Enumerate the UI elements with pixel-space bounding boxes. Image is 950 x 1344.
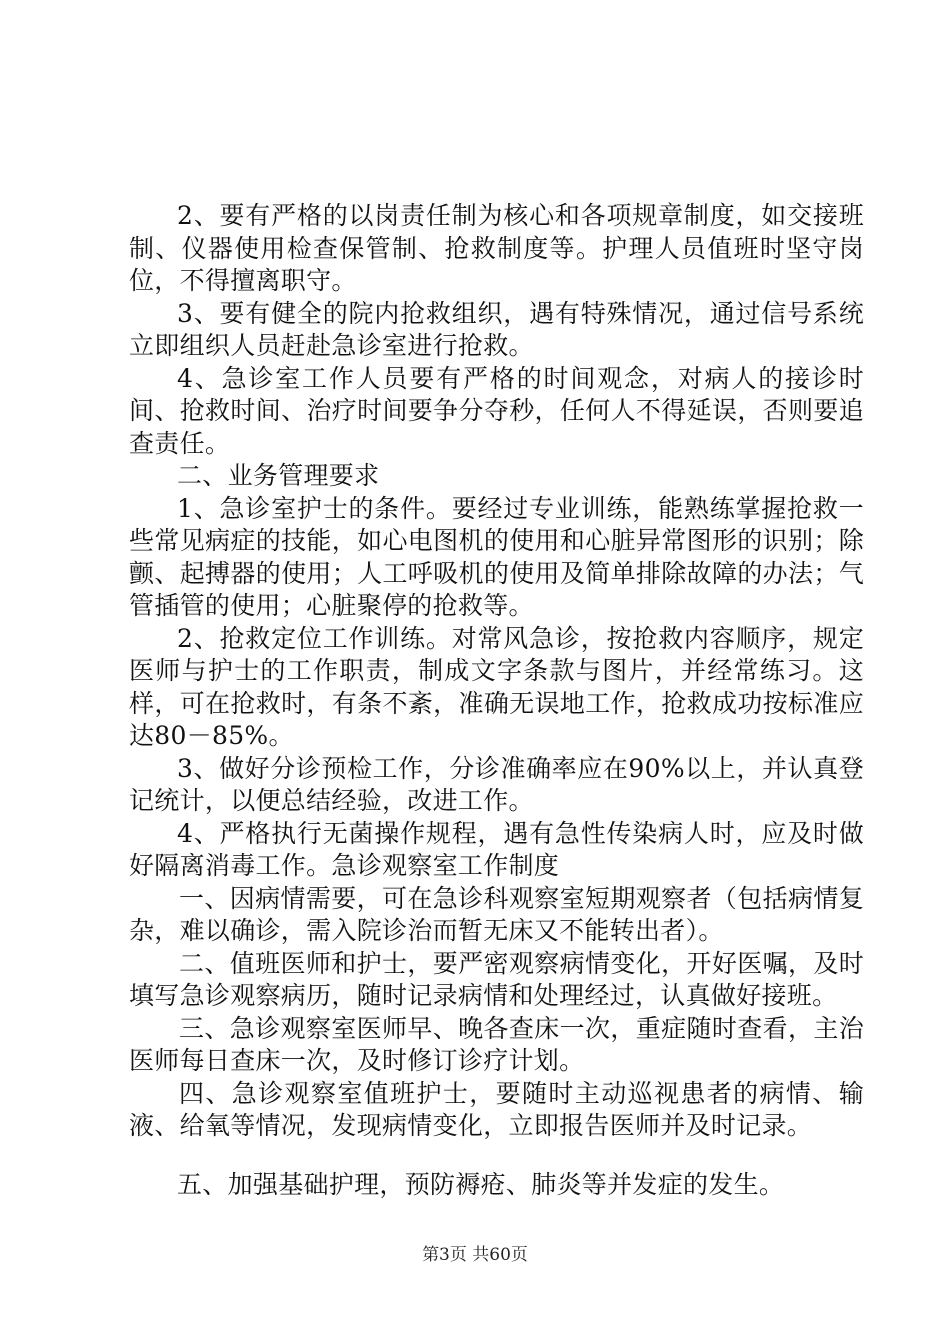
paragraph-11: 四、急诊观察室值班护士，要随时主动巡视患者的病情、输液、给氧等情况，发现病情变化，立即报告医师并及时记录。	[129, 1078, 864, 1140]
paragraph-10: 三、急诊观察室医师早、晚各查床一次，重症随时查看，主治医师每日查床一次，及时修订诊疗计划。	[129, 1013, 864, 1075]
paragraph-3: 4、急诊室工作人员要有严格的时间观念，对病人的接诊时间、抢救时间、治疗时间要争分夺秒，任何人不得延误，否则要追查责任。	[129, 363, 864, 458]
paragraph-5: 2、抢救定位工作训练。对常风急诊，按抢救内容顺序，规定医师与护士的工作职责，制成文字条款与图片，并经常练习。这样，可在抢救时，有条不紊，准确无误地工作，抢救成功按标准应达80－85%。	[129, 623, 864, 750]
section-heading: 二、业务管理要求	[177, 461, 380, 490]
document-body	[129, 200, 864, 1201]
page-footer: 第3页 共60页	[422, 1245, 528, 1265]
paragraph-1: 2、要有严格的以岗责任制为核心和各项规章制度，如交接班制、仪器使用检查保管制、抢救制度等。护理人员值班时坚守岗位，不得擅离职守。	[129, 201, 864, 295]
paragraph-4: 1、急诊室护士的条件。要经过专业训练，能熟练掌握抢救一些常见病症的技能，如心电图机的使用和心脏异常图形的识别；除颤、起搏器的使用；人工呼吸机的使用及简单排除故障的办法；气管插管的使用；心脏聚停的抢救等。	[129, 493, 864, 620]
paragraph-8: 一、因病情需要，可在急诊科观察室短期观察者（包括病情复杂，难以确诊，需入院诊治而暂无床又不能转出者）。	[129, 883, 864, 945]
paragraph-2: 3、要有健全的院内抢救组织，遇有特殊情况，通过信号系统立即组织人员赶赴急诊室进行抢救。	[129, 298, 864, 360]
paragraph-9: 二、值班医师和护士，要严密观察病情变化，开好医嘱，及时填写急诊观察病历，随时记录病情和处理经过，认真做好接班。	[129, 948, 864, 1010]
paragraph-6: 3、做好分诊预检工作，分诊准确率应在90%以上，并认真登记统计，以便总结经验，改进工作。	[129, 753, 864, 815]
paragraph-12: 五、加强基础护理，预防褥疮、肺炎等并发症的发生。	[177, 1169, 785, 1199]
paragraph-7: 4、严格执行无菌操作规程，遇有急性传染病人时，应及时做好隔离消毒工作。急诊观察室工作制度	[129, 818, 864, 880]
